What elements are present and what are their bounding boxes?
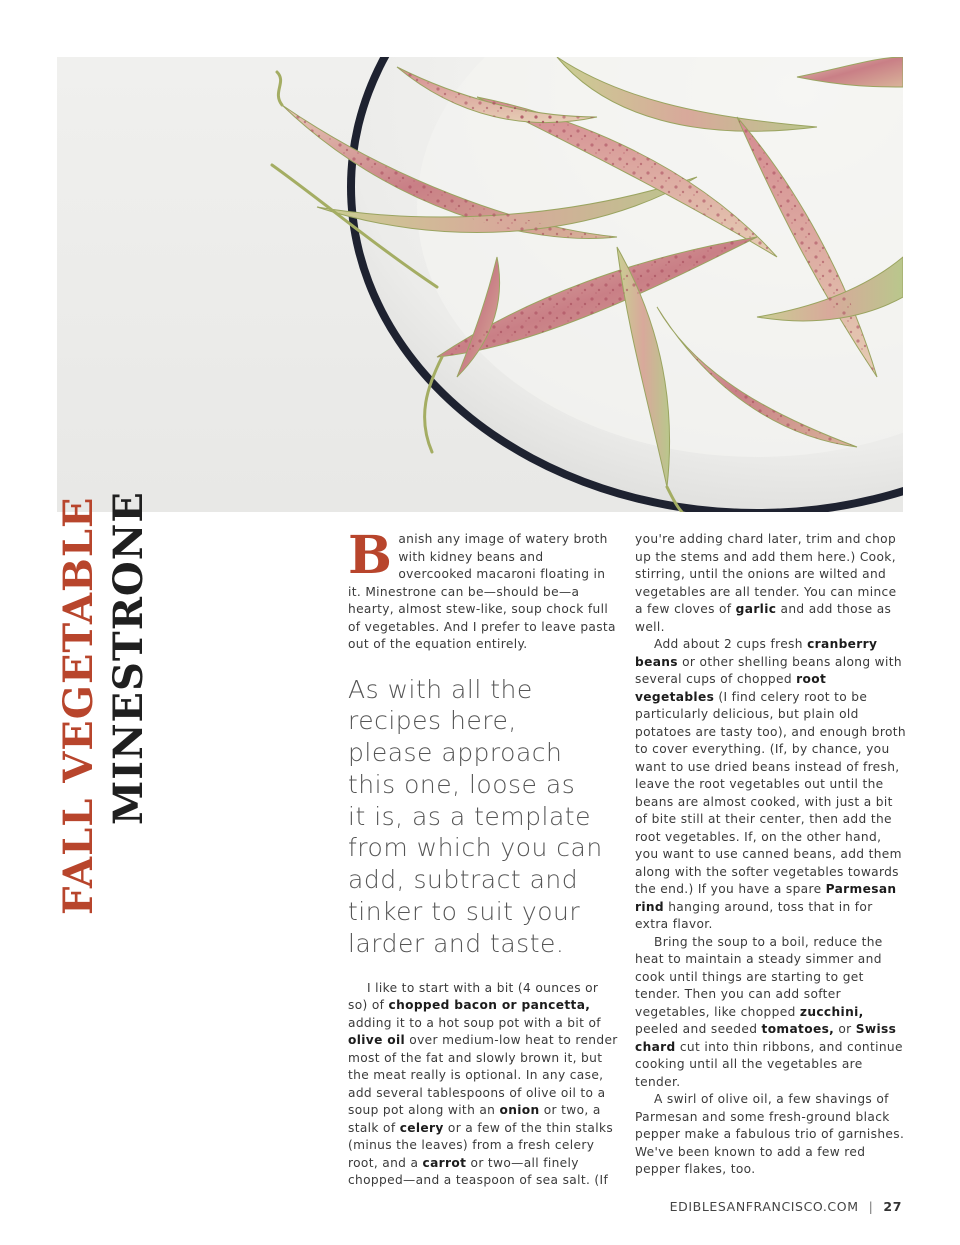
body-text: you're adding chard later, trim and chop up the stems and add them here.) Cook, stirring, until the onions are wilted and vegetables are all tender. You can mince a few cloves of (635, 532, 897, 616)
pull-quote-line: please approach (348, 738, 563, 768)
body-paragraph-3 (635, 636, 907, 934)
text-column-2 (635, 531, 907, 1179)
body-text: or two, a stalk of (348, 1103, 601, 1135)
bold-ingredient: root vegetables (635, 672, 827, 704)
bold-ingredient: garlic (735, 602, 777, 616)
pull-quote-line: it is, as a template (348, 801, 591, 831)
bold-ingredient: cranberry beans (635, 637, 878, 669)
body-text: hanging around, toss that in for extra flavor. (635, 899, 873, 931)
pull-quote-line: As with all the (348, 674, 533, 704)
pull-quote-line: from which you can (348, 833, 603, 863)
bold-ingredient: zucchini, (799, 1004, 864, 1019)
body-text: or other shelling beans along with several cups of chopped (635, 654, 902, 686)
bold-ingredient: onion (499, 1103, 540, 1118)
pull-quote-line: larder and taste. (348, 928, 565, 958)
bold-ingredient: chopped bacon or pancetta, (388, 998, 591, 1013)
body-text: I like to start with a bit (4 ounces or so) of (348, 980, 599, 1013)
intro-text: anish any image of watery broth with kidney beans and overcooked macaroni floating in it. Minestrone can be—should be—a hearty, almost stew-like, soup chock full of vegetables. And I prefer to leave pasta out of the equation entirely. (348, 532, 616, 651)
body-text: over medium-low heat to render most of the fat and slowly brown it, but the meat really is optional. In any case, add several tablespoons of olive oil to a soup pot along with an (348, 1033, 618, 1118)
pull-quote-line: recipes here, (348, 706, 517, 736)
body-text: cut into thin ribbons, and continue cooking until all the vegetables are tender. (635, 1039, 903, 1089)
title-line-1: FALL VEGETABLE (55, 496, 102, 915)
body-text: Add about 2 cups fresh (654, 637, 808, 651)
body-text: peeled and seeded (635, 1022, 762, 1036)
beans-illustration (57, 57, 903, 512)
site-name: EDIBLESANFRANCISCO.COM (669, 1199, 859, 1214)
article-title (55, 491, 155, 915)
title-line-2: MINESTRONE (105, 491, 152, 825)
body-text: or two—all finely chopped—and a teaspoon of sea salt. (If (348, 1155, 609, 1188)
body-paragraph-2 (348, 980, 620, 1190)
body-paragraph-2-continued (635, 531, 907, 636)
pull-quote (348, 674, 620, 960)
bold-ingredient: carrot (422, 1155, 467, 1170)
body-paragraph-4 (635, 934, 907, 1092)
page-number: 27 (883, 1199, 902, 1214)
footer-separator: | (868, 1199, 874, 1214)
pull-quote-line: this one, loose as (348, 769, 576, 799)
bold-ingredient: olive oil (348, 1033, 406, 1048)
body-text: (I find celery root to be particularly delicious, but plain old potatoes are tasty too), and enough broth to cover everything. (If, by chance, you want to use dried beans instead of fresh, leave the root vegetables out until the beans are almost cooked, with just a bit of bite still at their center, then add the root vegetables. If, on the other hand, you want to use canned beans, add them along with the softer vegetables towards the end.) If you have a spare (635, 689, 906, 896)
pull-quote-line: tinker to suit your (348, 897, 581, 927)
body-text: adding it to a hot soup pot with a bit of (348, 1015, 601, 1030)
body-text: Bring the soup to a boil, reduce the heat to maintain a steady simmer and cook until things are starting to get tender. Then you can add softer vegetables, like chopped (635, 934, 883, 1019)
bold-ingredient: celery (399, 1120, 444, 1135)
pull-quote-line: add, subtract and (348, 865, 579, 895)
body-text: A swirl of olive oil, a few shavings of Parmesan and some fresh-ground black pepper make a fabulous trio of garnishes. We've been known to add a few red pepper flakes, too. (635, 1092, 905, 1176)
drop-cap: B (348, 525, 393, 586)
intro-paragraph (348, 525, 620, 654)
page-footer (670, 1199, 902, 1214)
body-text: or (834, 1022, 856, 1036)
bold-ingredient: tomatoes, (761, 1022, 835, 1036)
body-paragraph-5 (635, 1091, 907, 1179)
body-text: or a few of the thin stalks (minus the leaves) from a fresh celery root, and a (348, 1120, 614, 1170)
hero-photo-cranberry-beans (57, 57, 903, 512)
bold-ingredient: Parmesan rind (635, 882, 897, 914)
body-text: and add those as well. (635, 602, 892, 634)
bold-ingredient: Swiss chard (635, 1022, 897, 1054)
text-column-1 (348, 525, 620, 1190)
